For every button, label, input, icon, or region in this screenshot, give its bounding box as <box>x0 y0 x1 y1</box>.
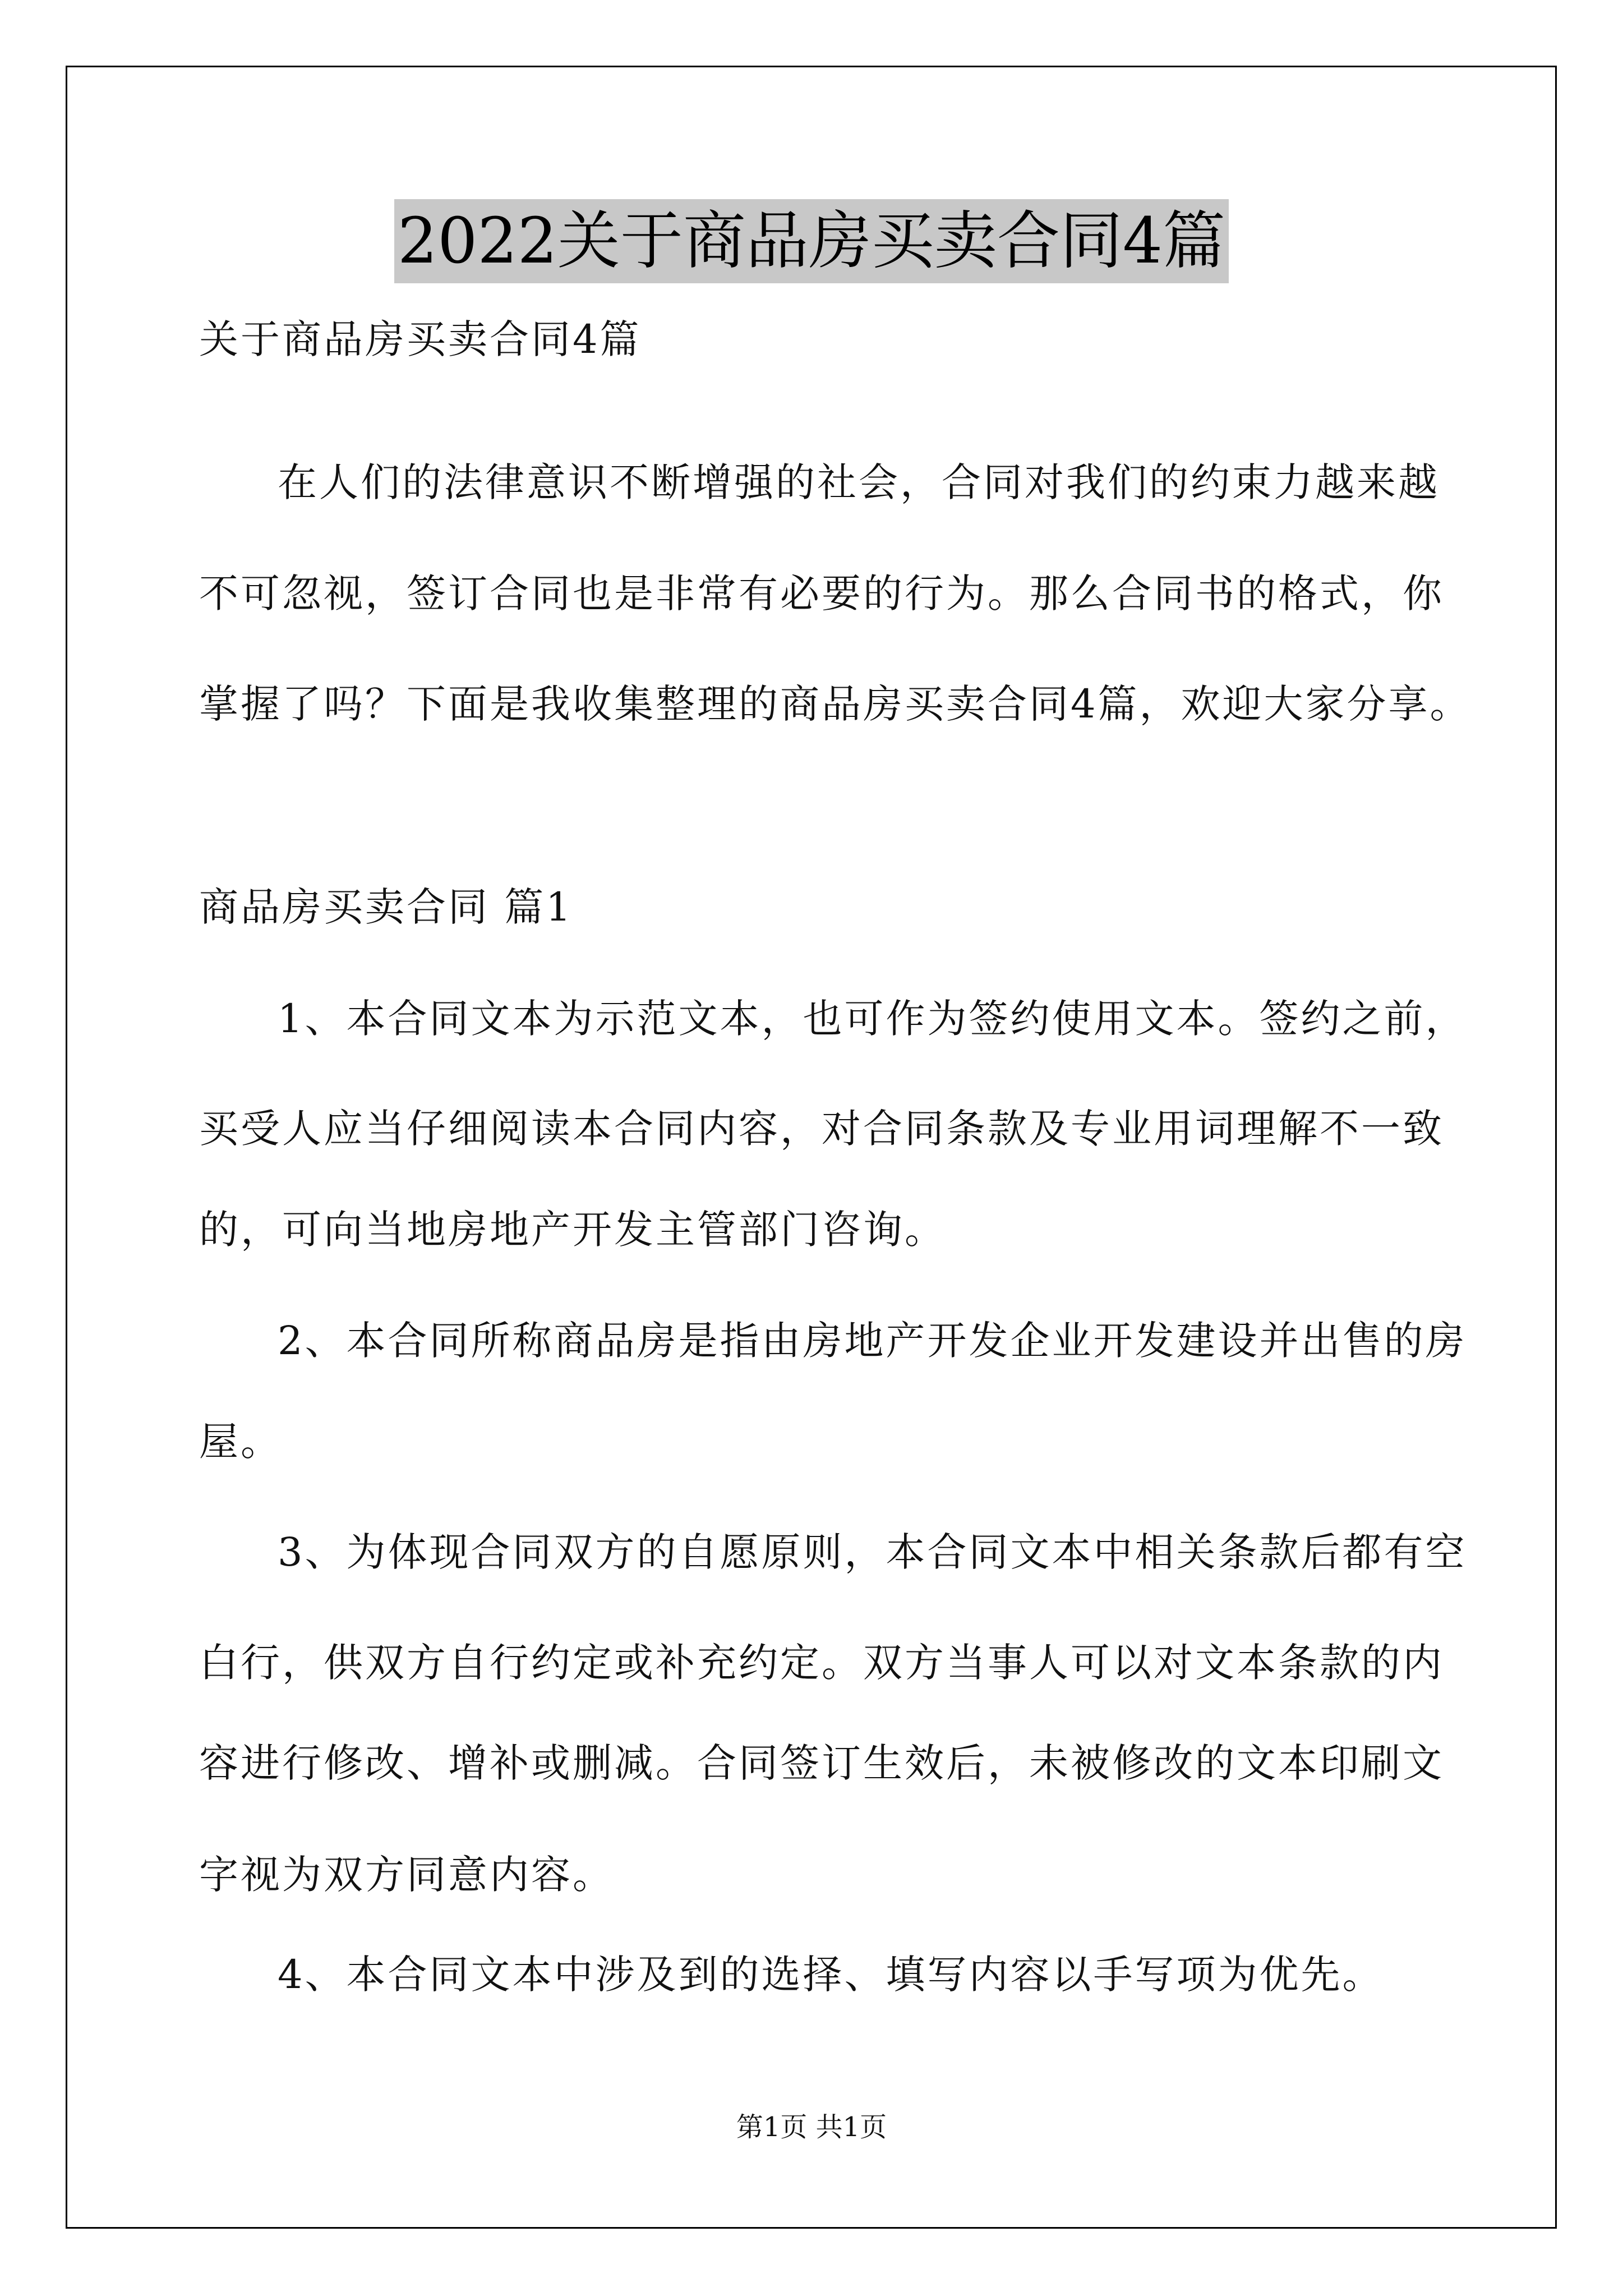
paragraph-line: 3、为体现合同双方的自愿原则，本合同文本中相关条款后都有空 <box>278 1529 1467 1575</box>
paragraph-line: 1、本合同文本为示范文本，也可作为签约使用文本。签约之前， <box>278 996 1467 1042</box>
title-container <box>0 199 1623 283</box>
intro-line: 掌握了吗？下面是我收集整理的商品房买卖合同4篇，欢迎大家分享。 <box>199 681 1472 727</box>
intro-line: 不可忽视，签订合同也是非常有必要的行为。那么合同书的格式，你 <box>199 570 1444 616</box>
paragraph-line: 2、本合同所称商品房是指由房地产开发企业开发建设并出售的房 <box>278 1318 1467 1364</box>
intro-line: 在人们的法律意识不断增强的社会，合同对我们的约束力越来越 <box>278 459 1440 505</box>
page-footer: 第1页 共1页 <box>736 2111 887 2143</box>
paragraph-line: 白行，供双方自行约定或补充约定。双方当事人可以对文本条款的内 <box>199 1640 1444 1686</box>
subtitle: 关于商品房买卖合同4篇 <box>199 316 642 362</box>
paragraph-line: 4、本合同文本中涉及到的选择、填写内容以手写项为优先。 <box>278 1952 1384 1998</box>
paragraph-line: 屋。 <box>199 1419 282 1465</box>
paragraph-line: 的，可向当地房地产开发主管部门咨询。 <box>199 1207 946 1253</box>
document-title: 2022关于商品房买卖合同4篇 <box>394 199 1229 283</box>
section-heading: 商品房买卖合同 篇1 <box>199 884 573 930</box>
paragraph-line: 容进行修改、增补或删减。合同签订生效后，未被修改的文本印刷文 <box>199 1740 1444 1786</box>
paragraph-line: 字视为双方同意内容。 <box>199 1852 614 1898</box>
paragraph-line: 买受人应当仔细阅读本合同内容，对合同条款及专业用词理解不一致 <box>199 1106 1444 1152</box>
